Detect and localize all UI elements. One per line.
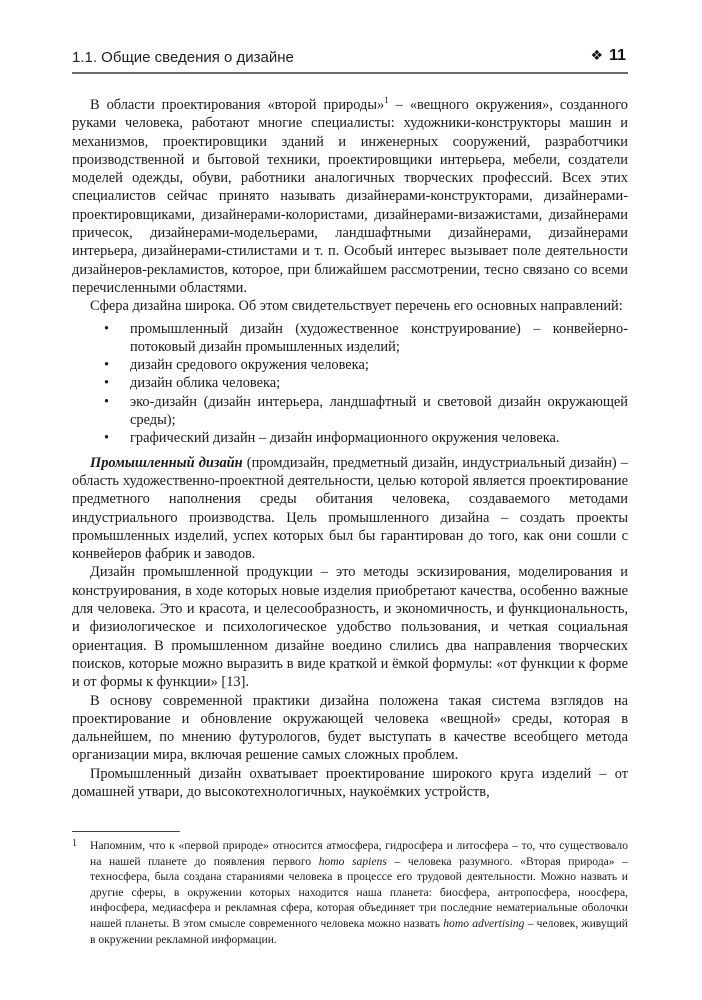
list-item: [72, 356, 628, 374]
list-item-text: дизайн облика человека;: [130, 375, 281, 392]
directions-list: [72, 320, 628, 448]
running-header: [72, 44, 628, 74]
bullet-icon: •: [104, 357, 110, 374]
page-number: 11: [609, 47, 626, 64]
footnote: [72, 838, 628, 947]
section-title: 1.1. Общие сведения о дизайне: [72, 49, 294, 66]
paragraph-text: (промдизайн, предметный дизайн, индустриальный дизайн) – область художественно-проектной деятельности, целью которой является проектирование предметного наполнения среды обитания человека, создаваемого методами индустриального производства. Цель промышленного дизайна – создать проекты промышленных изделий, успех которых был бы гарантирован до того, как они сошли с конвейеров фабрик и заводов.: [72, 454, 628, 563]
list-item-text: графический дизайн – дизайн информационного окружения человека.: [130, 430, 560, 447]
list-item: [72, 393, 628, 430]
bullet-icon: •: [104, 393, 110, 410]
defined-term: Промышленный дизайн: [90, 454, 243, 471]
footnote-segment: Напомним, что к «первой природе» относится атмосфера, гидросфера и литосфера – то, что существовало на нашей планете до появления первого: [90, 839, 628, 868]
paragraph-text: – «вещного окружения», созданного руками человека, работают многие специалисты: художники-конструкторы машин и механизмов, проектировщики зданий и инженерных сооружений, разработчики производственной и бытовой техники, проектировщики интерьера, мебели, создатели моделей одежды, обуви, работники аналогичных творческих профессий. Всех этих специалистов сейчас принято называть дизайнерами-конструкторами, дизайнерами-проектировщиками, дизайнерами-колористами, дизайнерами-визажистами, дизайнерами причесок, дизайнерами-модельерами, ландшафтными дизайнерами, дизайнерами интерьера, дизайнерами-стилистами и т. п. Особый интерес вызывает поле деятельности дизайнеров-рекламистов, которое, при ближайшем рассмотрении, тесно связано со всеми перечисленными областями.: [72, 97, 628, 296]
body-text: [72, 96, 628, 801]
bullet-icon: •: [104, 375, 110, 392]
bullet-icon: •: [104, 320, 110, 337]
paragraph: Промышленный дизайн охватывает проектирование широкого круга изделий – от домашней утвари, до высокотехнологичных, наукоёмких устройств,: [72, 765, 628, 800]
list-item: [72, 374, 628, 392]
list-item-text: эко-дизайн (дизайн интерьера, ландшафтный и световой дизайн окружающей среды);: [130, 393, 628, 429]
footnote-italic: homo advertising: [443, 916, 525, 930]
paragraph: Сфера дизайна широка. Об этом свидетельствует перечень его основных направлений:: [90, 298, 623, 315]
list-item-text: дизайн средового окружения человека;: [130, 357, 369, 374]
paragraph: Дизайн промышленной продукции – это методы эскизирования, моделирования и конструирования, в ходе которых новые изделия приобретают качества, особенно важные для человека. Это и красота, и целесообразность, и экономичность, и функциональность, и физиологическое и психологическое удобство пользования, и четкая социальная ориентация. В промышленном дизайне воедино слились два направления творческих поисков, которые можно выразить в виде краткой и ёмкой формулы: «от функции к форме и от формы к функции» [13].: [72, 564, 628, 691]
ornament-icon: ❖: [590, 47, 604, 63]
list-item: [72, 429, 628, 447]
footnote-segment: – человека разумного. «Вторая природа» – техносфера, была создана стараниями человека в процессе его трудовой деятельности. Можно назвать и другие сферы, в окружении которых находится наша планета: биосфера, антропосфера, ноосфера, инфосфера, медиасфера и рекламная сфера, которая объединяет три последние нематериальные оболочки нашей планеты. В этом смысле современного человека можно назвать: [90, 854, 628, 930]
footnote-divider: [72, 831, 180, 832]
list-item: [72, 320, 628, 357]
footnote-mark: 1: [72, 838, 77, 849]
paragraph: [72, 96, 628, 297]
paragraph-text: В области проектирования «второй природы»: [90, 97, 385, 113]
page-number-block: [591, 47, 626, 65]
paragraph: В основу современной практики дизайна положена такая система взглядов на проектирование и обновление окружающей человека «вещной» среды, которая в дальнейшем, по мнению футурологов, будет выступать в качестве всеобщего метода организации мира, включая решение самых сложных проблем.: [72, 692, 628, 764]
footnote-text: [72, 838, 628, 947]
bullet-icon: •: [104, 430, 110, 447]
paragraph: [72, 454, 628, 564]
footnote-ref: 1: [384, 95, 389, 106]
list-item-text: промышленный дизайн (художественное конструирование) – конвейерно-потоковый дизайн промышленных изделий;: [130, 320, 628, 355]
footnote-segment: – человек, живущий в окружении рекламной информации.: [90, 916, 628, 946]
footnote-italic: homo sapiens: [318, 854, 387, 868]
